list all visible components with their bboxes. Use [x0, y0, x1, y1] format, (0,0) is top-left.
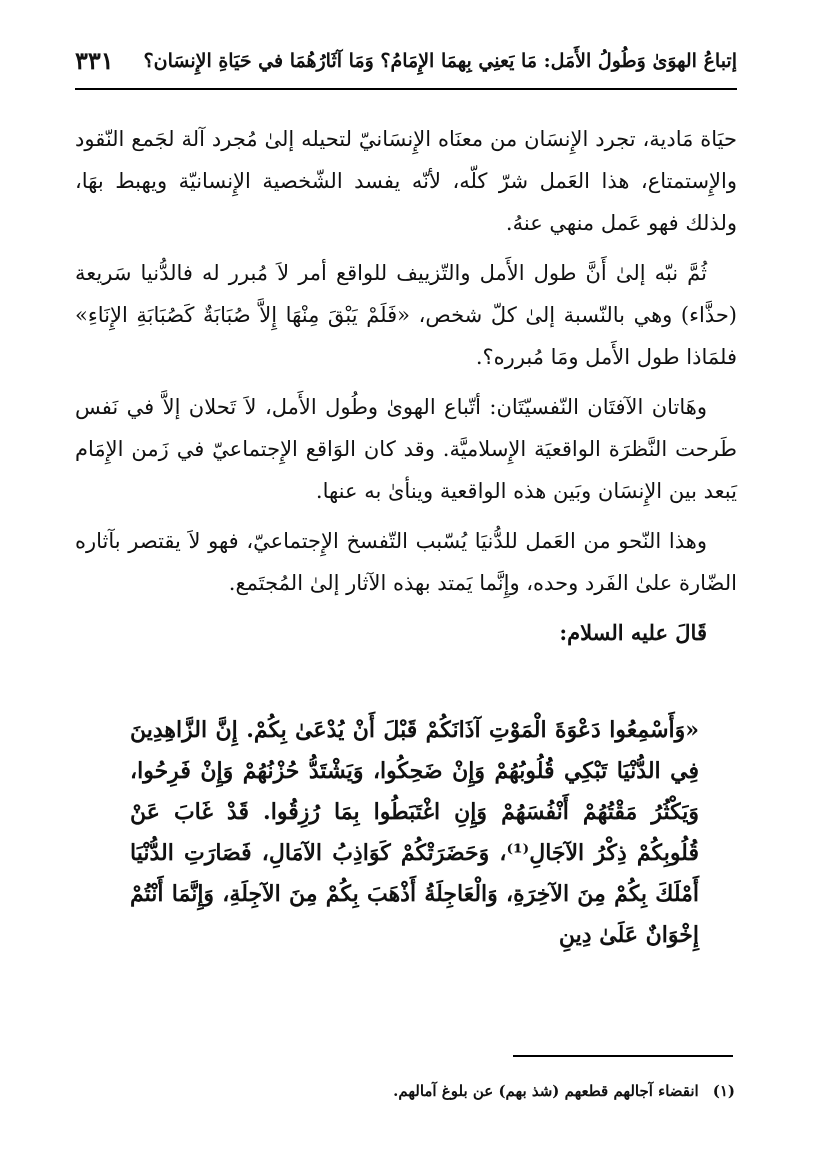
paragraph-2: ثُمَّ نبّه إلىٰ أَنَّ طول الأَمل والتّزييف للواقع أمر لاَ مُبرر له فالدُّنيا سَريعة (حذَّاء) وهي بالنّسبة إلىٰ كلّ شخص، «فَلَمْ يَبْقَ مِنْهَا إِلاَّ صُبَابَةٌ كَصُبَابَةِ الإِنَاءِ» فلمَاذا طول الأَمل ومَا مُبرره؟. — [75, 261, 737, 369]
body-text — [75, 118, 737, 654]
running-title: إتباعُ الهوَىٰ وَطُولُ الأَمَل: مَا يَعنِي بِهمَا الإِمَامُ؟ وَمَا آثَارُهُمَا في حَيَاةِ الإِنسَان؟ — [143, 50, 737, 72]
paragraph-1: حيَاة مَادية، تجرد الإِنسَان من معنَاه الإِنسَانيّ لتحيله إلىٰ مُجرد آلة لجَمع النّقود والإِستمتاع، هذا العَمل شرّ كلّه، لأنّه يفسد الشّخصية الإِنسانيّة ويهبط بهَا، ولذلك فهو عَمل منهي عنهُ. — [75, 127, 737, 235]
paragraph-4: وهذا النّحو من العَمل للدُّنيَا يُسّبب التّفسخ الإِجتماعيّ، فهو لاَ يقتصر بآثاره الضّارة علىٰ الفَرد وحده، وإِنَّما يَمتد بهذه الآثار إلىٰ المُجتَمع. — [75, 529, 737, 595]
quote-text: «وَأَسْمِعُوا دَعْوَةَ الْمَوْتِ آذَانَكُمْ قَبْلَ أَنْ يُدْعَىٰ بِكُمْ. إِنَّ الزَّاهِدِينَ فِي الدُّنْيَا تَبْكِي قُلُوبُهُمْ وَإِنْ ضَحِكُوا، وَيَشْتَدُّ حُزْنُهُمْ وَإِنْ فَرِحُوا، وَيَكْثُرُ مَقْتُهُمْ أَنْفُسَهُمْ وَإِنِ اغْتَبَطُوا بِمَا رُزِقُوا. قَدْ غَابَ عَنْ قُلُوبِكُمْ ذِكْرُ الآجَالِ⁽¹⁾، وَحَضَرَتْكُمْ كَوَاذِبُ الآمَالِ، فَصَارَتِ الدُّنْيَا أَمْلَكَ بِكُمْ مِنَ الآخِرَةِ، وَالْعَاجِلَةُ أَذْهَبَ بِكُمْ مِنَ الآجِلَةِ، وَإِنَّمَا أَنْتُمْ إِخْوَانٌ عَلَىٰ دِينِ — [130, 717, 699, 948]
quoted-sermon — [130, 710, 699, 956]
page-number: ٣٣١ — [75, 46, 114, 75]
page-header — [75, 44, 737, 90]
footnote-text: انقضاء آجالهم قطعهم (شذ بهم) عن بلوغ آمالهم. — [393, 1082, 699, 1100]
footnote-divider — [513, 1055, 733, 1057]
saying-intro: قَالَ عليه السلام: — [559, 620, 707, 645]
footnote-number: (١) — [712, 1082, 735, 1100]
footnote — [393, 1082, 735, 1100]
paragraph-3: وهَاتان الآفتَان النّفسيّتَان: أتّباع الهوىٰ وطُول الأَمل، لاَ تَحلان إلاَّ في نَفس طَرحت النَّظرَة الواقعيَة الإِسلاميَّة. وقد كان الوَاقع الإِجتماعيّ في زَمن الإِمَام يَبعد بين الإِنسَان وبَين هذه الواقعية وينأىٰ به عنها. — [75, 395, 737, 503]
